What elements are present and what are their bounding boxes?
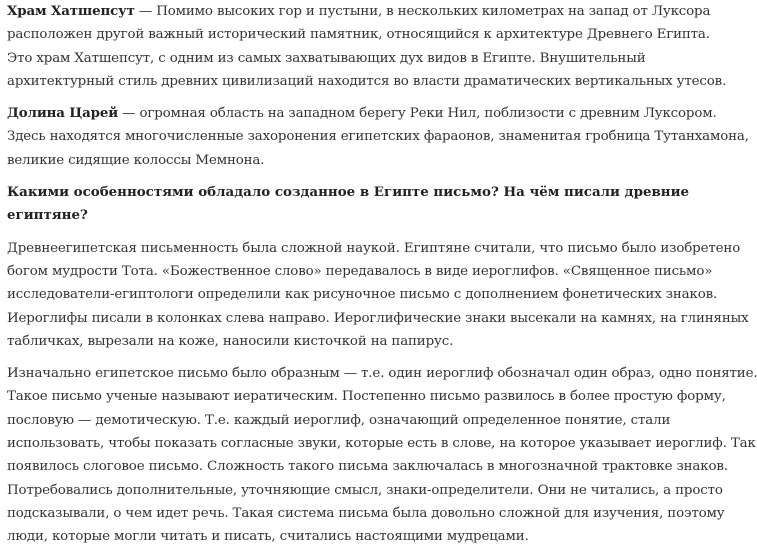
heading-line: египтяне?	[7, 207, 88, 224]
text-line: подсказывали, о чем идет речь. Такая система письма была довольно сложной для изучения, поэтому	[7, 505, 725, 521]
text-line: исследователи-египтологи определили как рисуночное письмо с дополнением фонетических знаков.	[7, 287, 718, 303]
text-line: богом мудрости Тота. «Божественное слово» передавалось в виде иероглифов. «Священное письмо»	[7, 263, 713, 279]
term-valley-of-kings: Долина Царей	[7, 105, 118, 122]
text-line: пословую — демотическую. Т.е. каждый иероглиф, означающий определенное понятие, стали	[7, 412, 671, 428]
text-line: использовать, чтобы показать согласные звуки, которые есть в слове, на которое указывает иероглиф. Так	[7, 436, 756, 452]
heading-line: Какими особенностями обладало созданное в Египте письмо? На чём писали древние	[7, 184, 690, 201]
text-line: Древнеегипетская письменность была сложной наукой. Египтяне считали, что письмо было изобретено	[7, 240, 741, 256]
text-line: расположен другой важный исторический памятник, относящийся к архитектуре Древнего Египта.	[7, 27, 710, 43]
term-hatshepsut-temple: Храм Хатшепсут	[7, 3, 135, 19]
text-line: Изначально египетское письмо было образным — т.е. один иероглиф обозначал один образ, одно понятие.	[7, 366, 757, 382]
text-line: архитектурный стиль древних цивилизаций находится во власти драматических вертикальных утесов.	[7, 73, 727, 89]
paragraph-writing	[7, 237, 749, 353]
text-line: Это храм Хатшепсут, с одним из самых захватывающих дух видов в Египте. Внушительный	[7, 50, 646, 66]
text-line: Иероглифы писали в колонках слева направо. Иероглифические знаки высекали на камнях, на глиняных	[7, 310, 749, 326]
paragraph-writing-evolution	[7, 362, 757, 548]
section-heading	[7, 181, 690, 228]
paragraph-valley-of-kings	[7, 102, 749, 172]
text-line: Такое письмо ученые называют иератическим. Постепенно письмо развилось в более простую форму,	[7, 389, 726, 405]
article	[7, 0, 757, 549]
text-line: Здесь находятся многочисленные захоронения египетских фараонов, знаменитая гробница Тутанхамона,	[7, 129, 749, 145]
text-line	[7, 0, 711, 23]
text-span: — огромная область на западном берегу Реки Нил, поблизости с древним Луксором.	[117, 106, 717, 122]
text-span: — Помимо высоких гор и пустыни, в нескольких километрах на запад от Луксора	[134, 4, 711, 19]
paragraph-hatshepsut-temple	[7, 0, 727, 93]
text-line: табличках, вырезали на коже, наносили кисточкой на папирус.	[7, 333, 454, 349]
text-line: великие сидящие колоссы Мемнона.	[7, 152, 265, 168]
text-line	[7, 102, 717, 125]
text-line: Потребовались дополнительные, уточняющие смысл, знаки-определители. Они не читались, а просто	[7, 482, 723, 498]
text-line: люди, которые могли читать и писать, считались настоящими мудрецами.	[7, 529, 529, 545]
text-line: появилось слоговое письмо. Сложность такого письма заключалась в многозначной трактовке знаков.	[7, 459, 728, 475]
